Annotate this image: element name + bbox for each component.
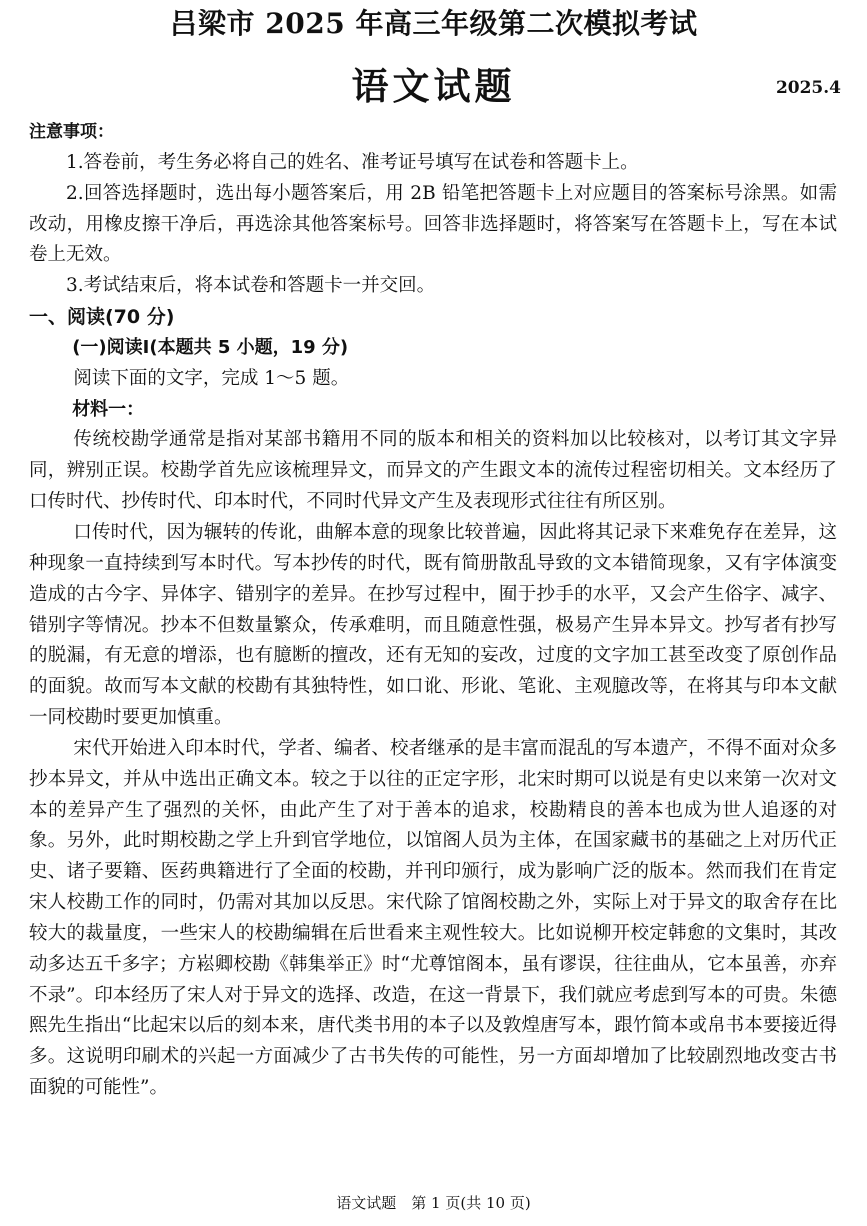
subject-title: 语文试题: [351, 65, 516, 108]
reading-instruction: 阅读下面的文字，完成 1～5 题。: [73, 367, 350, 389]
note-item-2: 2.回答选择题时，选出每小题答案后，用 2B 铅笔把答题卡上对应题目的答案标号涂黑。如需改动，用橡皮擦干净后，再选涂其他答案标号。回答非选择题时，将答案写在答题卡上，写在本试卷上无效。: [29, 182, 837, 266]
section-heading: 一、阅读(70 分): [29, 306, 175, 329]
page-footer: 语文试题 第 1 页(共 10 页): [336, 1194, 531, 1212]
subsection-heading: (一)阅读Ⅰ(本题共 5 小题，19 分): [72, 336, 349, 358]
material-paragraph-1: 传统校勘学通常是指对某部书籍用不同的版本和相关的资料加以比较核对，以考订其文字异同，辨别正误。校勘学首先应该梳理异文，而异文的产生跟文本的流传过程密切相关。文本经历了口传时代、抄传时代、印本时代，不同时代异文产生及表现形式往往有所区别。: [29, 429, 837, 513]
material-paragraph-2: 口传时代，因为辗转的传讹，曲解本意的现象比较普遍，因此将其记录下来难免存在差异，这种现象一直持续到写本时代。写本抄传的时代，既有简册散乱导致的文本错简现象，又有字体演变造成的古今字、异体字、错别字的差异。在抄写过程中，囿于抄手的水平，又会产生俗字、减字、错别字等情况。抄本不但数量繁众，传承难明，而且随意性强，极易产生异本异文。抄写者有抄写的脱漏，有无意的增添，也有臆断的擅改，还有无知的妄改，过度的文字加工甚至改变了原创作品的面貌。故而写本文献的校勘有其独特性，如口讹、形讹、笔讹、主观臆改等，在将其与印本文献一同校勘时要更加慎重。: [29, 521, 837, 729]
note-item-3: 3.考试结束后，将本试卷和答题卡一并交回。: [66, 275, 436, 297]
exam-body: [29, 117, 837, 1104]
note-item-1: 1.答卷前，考生务必将自己的姓名、准考证号填写在试卷和答题卡上。: [66, 151, 639, 173]
notes-heading: 注意事项：: [29, 122, 114, 142]
material-label: 材料一：: [72, 398, 145, 420]
exam-date: 2025.4: [775, 78, 841, 98]
exam-title: 吕梁市 2025 年高三年级第二次模拟考试: [169, 7, 698, 40]
material-paragraph-3: 宋代开始进入印本时代，学者、编者、校者继承的是丰富而混乱的写本遗产，不得不面对众多抄本异文，并从中选出正确文本。较之于以往的正定字形，北宋时期可以说是有史以来第一次对文本的差异产生了强烈的关怀，由此产生了对于善本的追求，校勘精良的善本也成为世人追逐的对象。另外，此时期校勘之学上升到官学地位，以馆阁人员为主体，在国家藏书的基础之上对历代正史、诸子要籍、医药典籍进行了全面的校勘，并刊印颁行，成为影响广泛的版本。然而我们在肯定宋人校勘工作的同时，仍需对其加以反思。宋代除了馆阁校勘之外，实际上对于异文的取舍存在比较大的裁量度，一些宋人的校勘编辑在后世看来主观性较大。比如说柳开校定韩愈的文集时，其改动多达五千多字；方崧卿校勘《韩集举正》时“尤尊馆阁本，虽有谬误，往往曲从，它本虽善，亦弃不录”。印本经历了宋人对于异文的选择、改造，在这一背景下，我们就应考虑到写本的可贵。朱德熙先生指出“比起宋以后的刻本来，唐代类书用的本子以及敦煌唐写本，跟竹简本或帛书本要接近得多。这说明印刷术的兴起一方面减少了古书失传的可能性，另一方面却增加了比较剧烈地改变古书面貌的可能性”。: [29, 737, 837, 1099]
